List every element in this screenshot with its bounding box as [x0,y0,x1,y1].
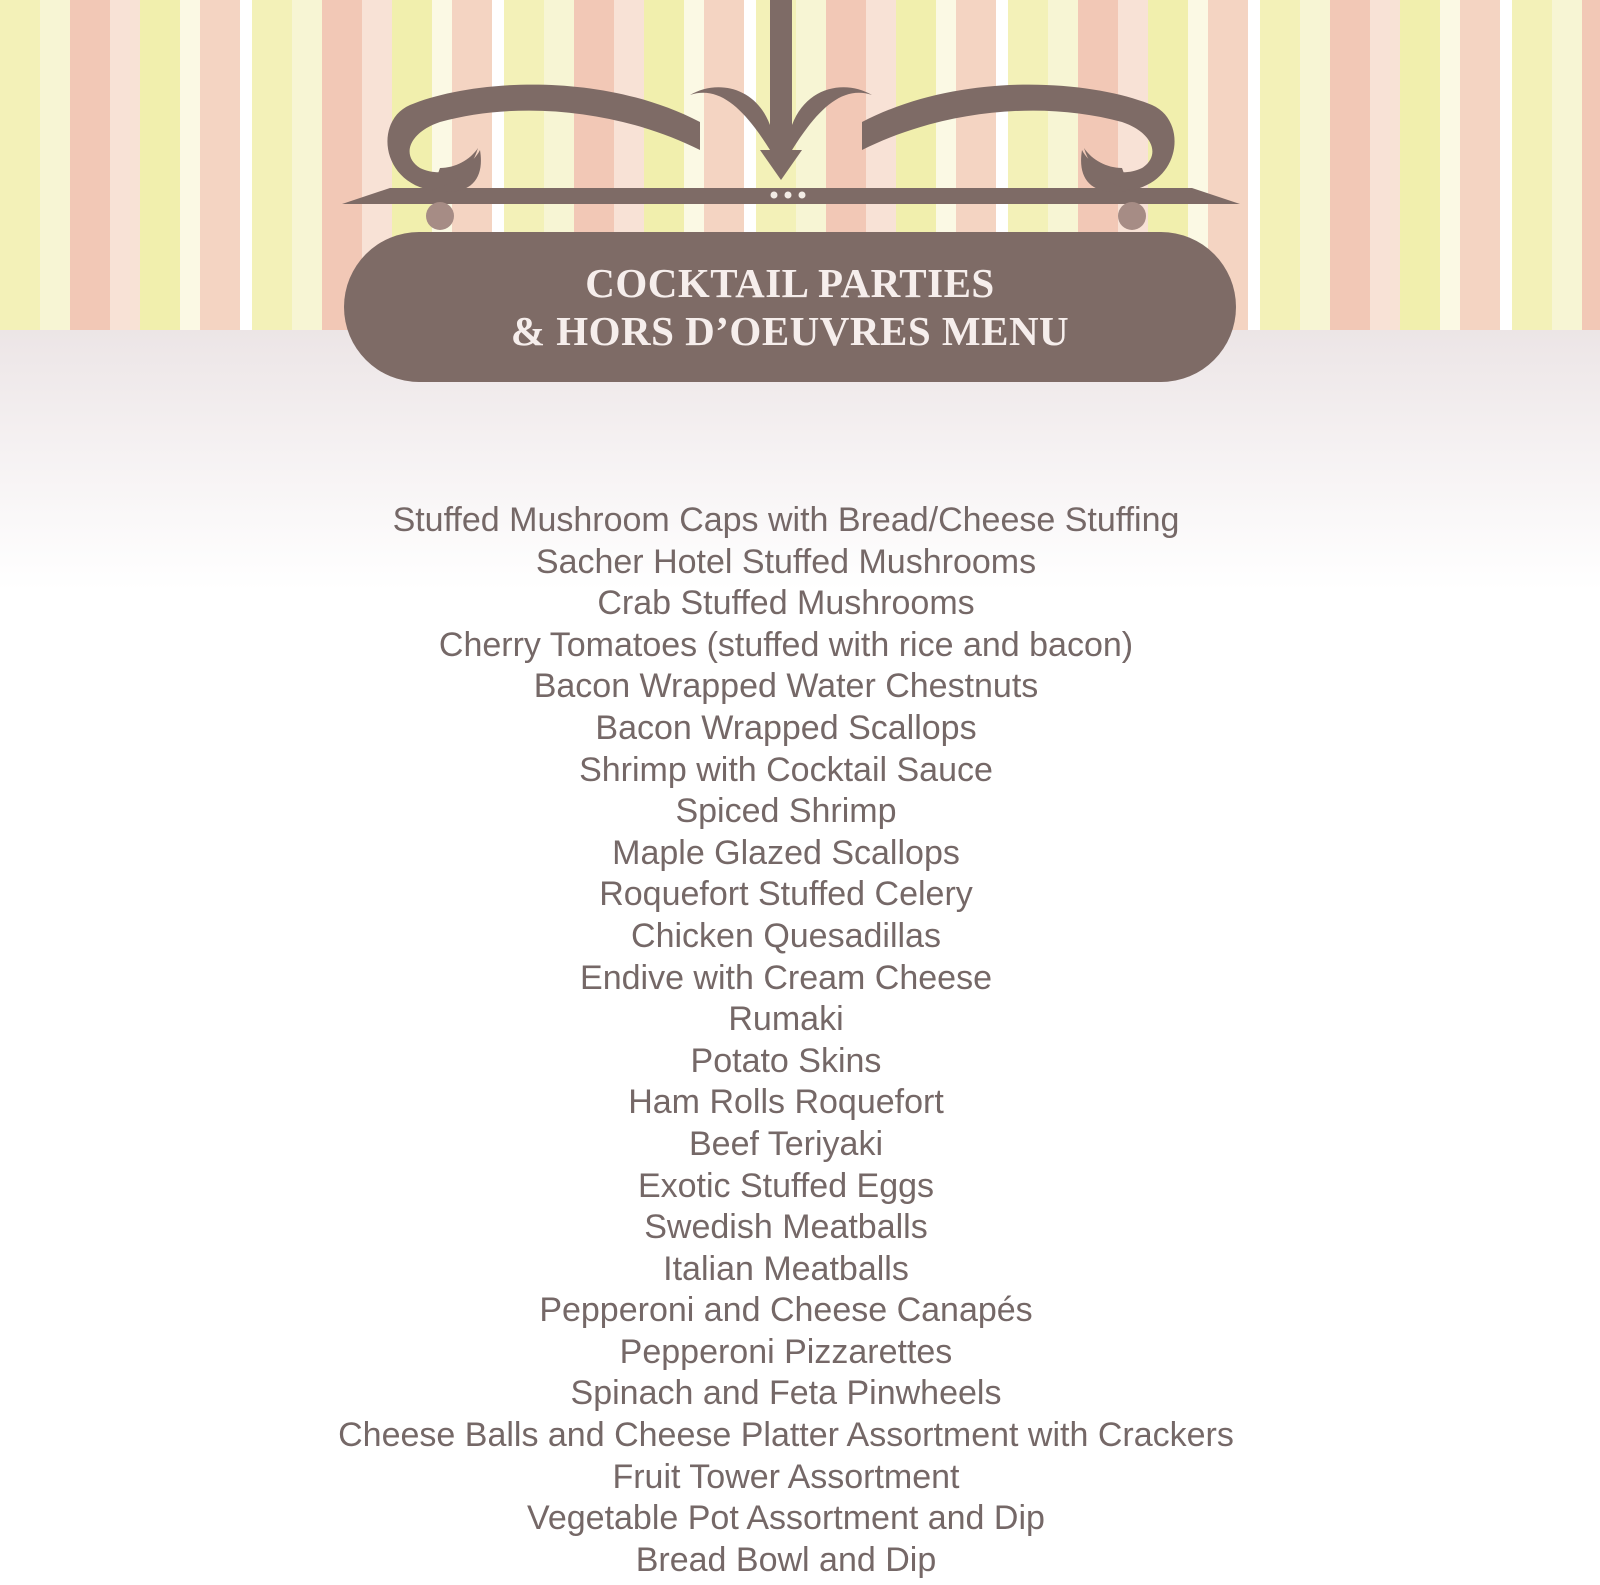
menu-item: Endive with Cream Cheese [580,958,992,997]
menu-item: Stuffed Mushroom Caps with Bread/Cheese Stuffing [392,501,1180,539]
sign-pole [770,0,792,150]
menu-item: Swedish Meatballs [644,1208,928,1247]
menu-item: Sacher Hotel Stuffed Mushrooms [535,542,1037,581]
decor-dot-3 [799,192,806,199]
menu-list [0,500,1572,1581]
menu-item: Ham Rolls Roquefort [628,1083,944,1122]
menu-item: Bacon Wrapped Scallops [595,708,977,747]
menu-item: Crab Stuffed Mushrooms [597,584,975,623]
left-scroll [387,85,700,192]
menu-item: Chicken Quesadillas [631,916,941,955]
menu-item: Vegetable Pot Assortment and Dip [527,1499,1045,1538]
menu-item: Cheese Balls and Cheese Platter Assortment with Crackers [338,1416,1234,1455]
menu-item: Spinach and Feta Pinwheels [570,1374,1002,1413]
menu-item: Spiced Shrimp [675,792,897,831]
menu-item: Cherry Tomatoes (stuffed with rice and bacon) [438,625,1134,664]
menu-item: Shrimp with Cocktail Sauce [579,750,993,789]
right-hook [1118,202,1146,230]
right-crescent [792,87,872,150]
menu-item: Maple Glazed Scallops [612,833,960,872]
menu-item: Potato Skins [690,1041,882,1080]
menu-item: Bread Bowl and Dip [635,1540,937,1579]
menu-item: Beef Teriyaki [688,1124,884,1163]
menu-item: Roquefort Stuffed Celery [599,875,973,914]
menu-item: Exotic Stuffed Eggs [637,1166,935,1205]
menu-title [344,232,1236,382]
menu-item: Rumaki [728,1000,844,1039]
menu-item: Pepperoni Pizzarettes [619,1332,953,1371]
right-scroll [862,85,1175,192]
title-line-2: & HORS D’OEUVRES MENU [510,308,1070,354]
menu-item: Fruit Tower Assortment [612,1457,960,1496]
title-line-1: COCKTAIL PARTIES [585,260,995,306]
left-hook [426,202,454,230]
decor-dot-1 [771,192,778,199]
menu-item: Italian Meatballs [663,1249,909,1288]
left-crescent [690,87,770,150]
decor-dot-2 [785,192,792,199]
menu-item: Pepperoni and Cheese Canapés [539,1291,1033,1330]
sign-pole-tip [760,150,802,180]
menu-item: Bacon Wrapped Water Chestnuts [533,667,1039,706]
